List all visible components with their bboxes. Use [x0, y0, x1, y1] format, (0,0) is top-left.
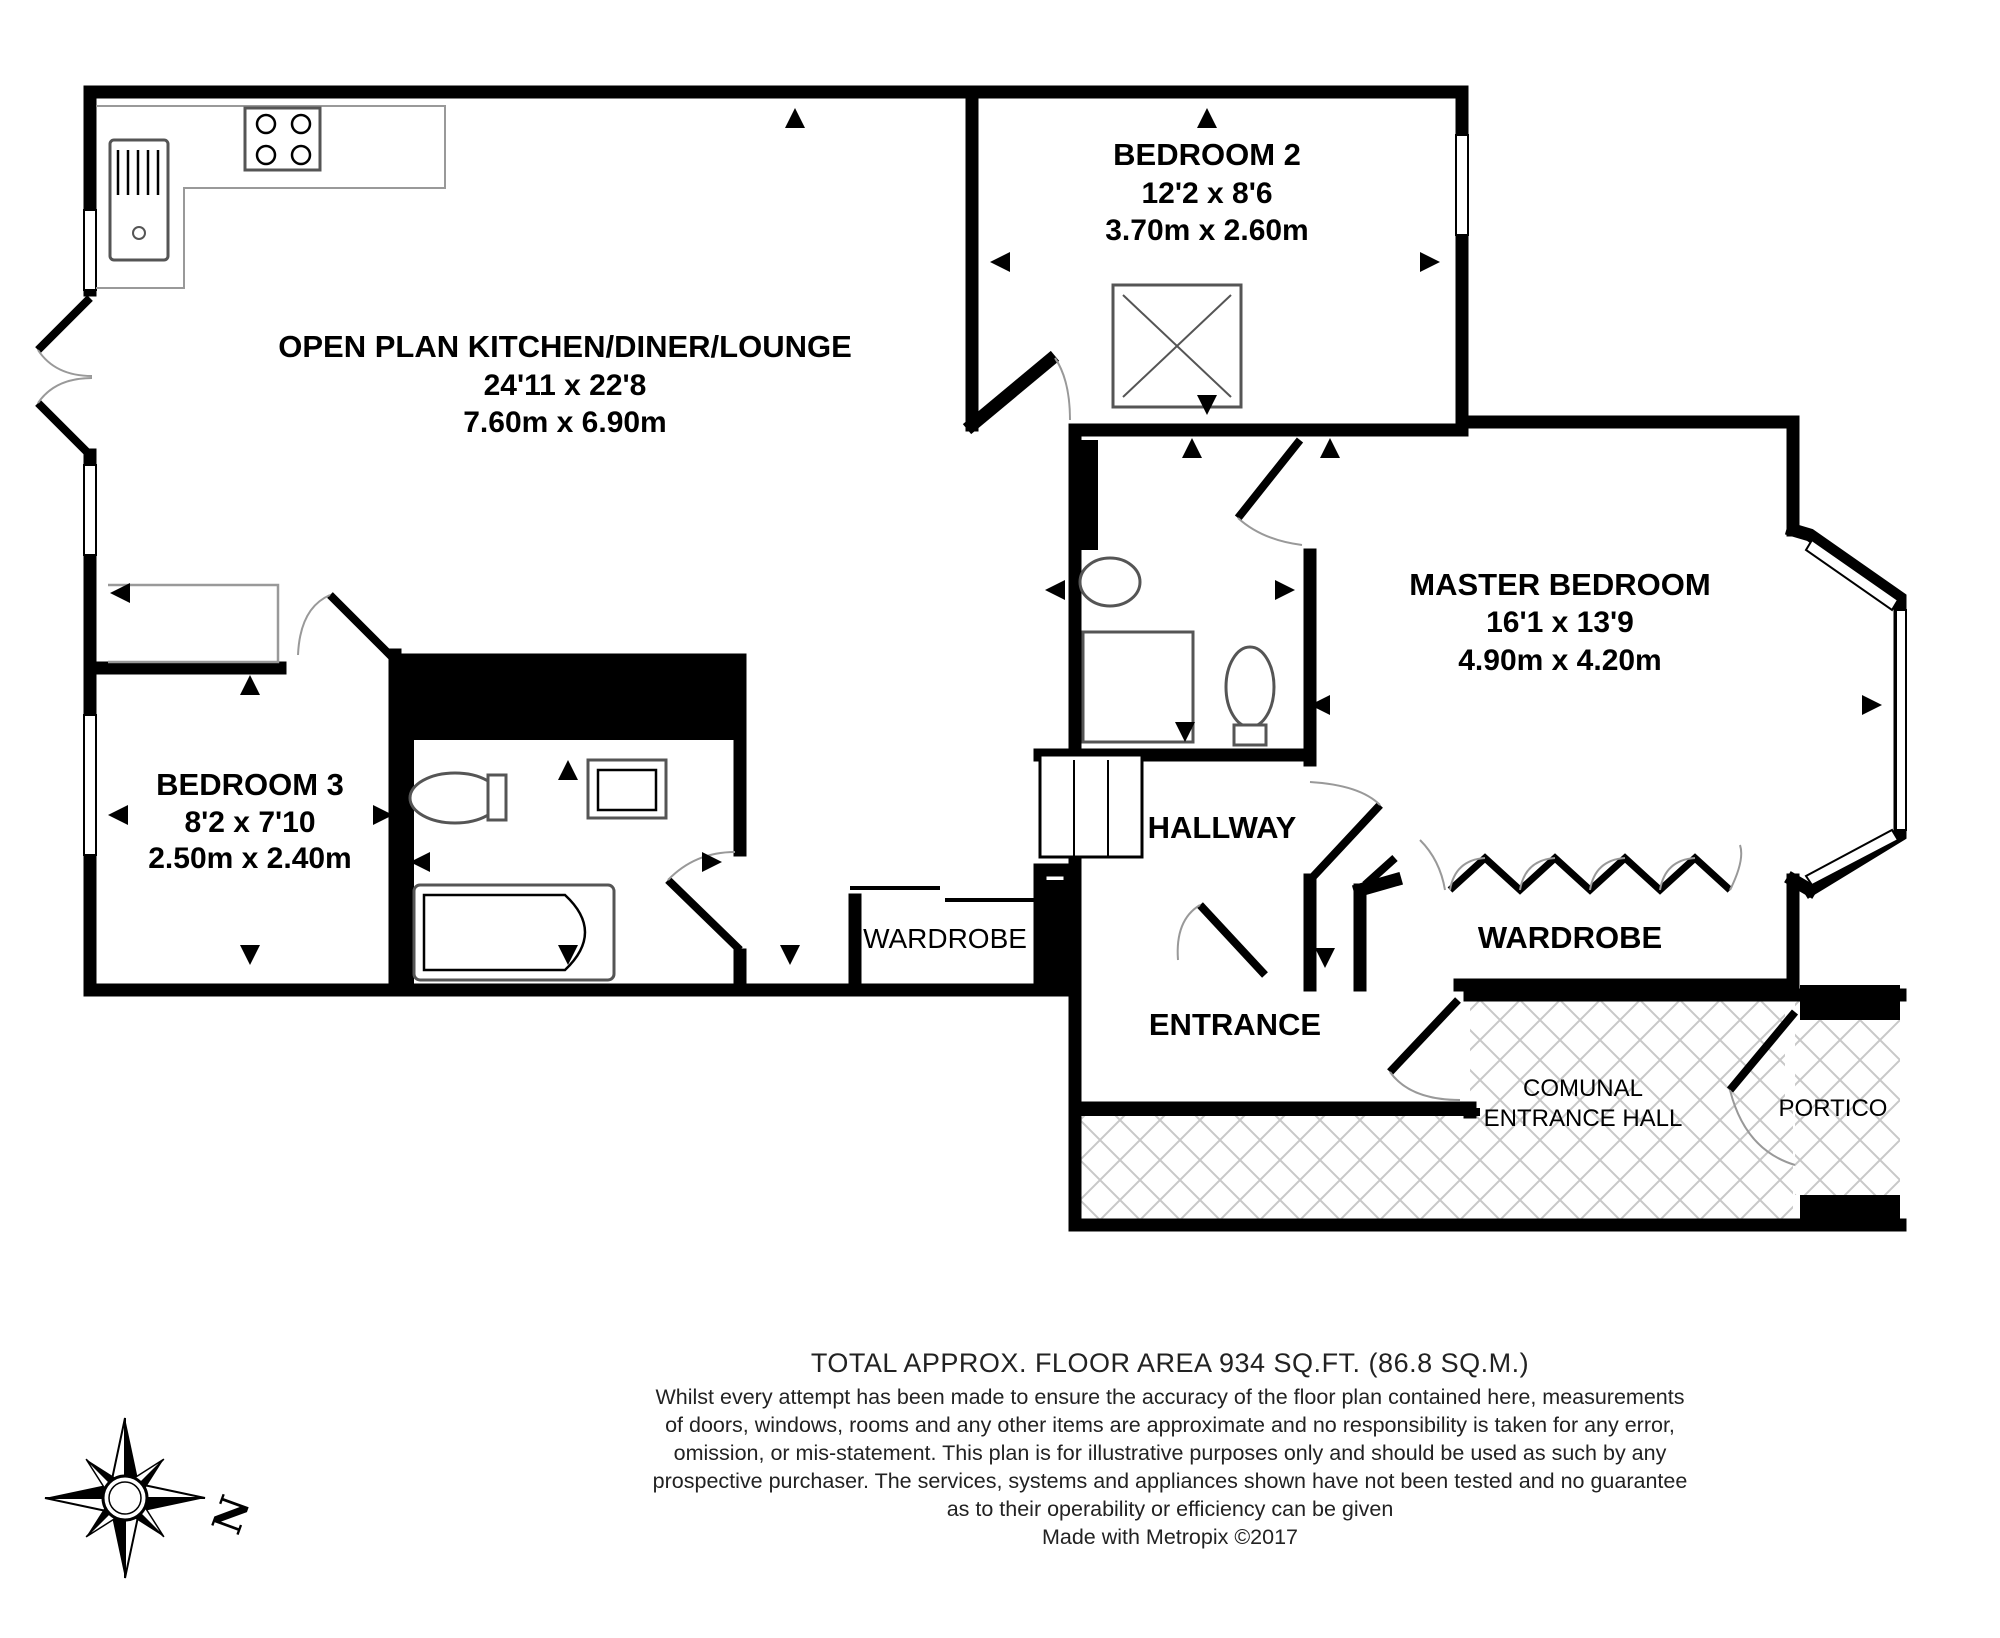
measurement-arrow-icon — [990, 252, 1010, 272]
bedroom3-imperial: 8'2 x 7'10 — [184, 806, 316, 839]
compass-north-letter: N — [203, 1489, 260, 1541]
measurement-arrow-icon — [108, 805, 128, 825]
cupboard-outline — [108, 585, 278, 662]
measurement-arrow-icon — [558, 760, 578, 780]
measurement-arrow-icon — [780, 945, 800, 965]
skylight — [1113, 285, 1241, 407]
entrance-label: ENTRANCE — [1148, 1007, 1322, 1042]
bedroom2-imperial: 12'2 x 8'6 — [1141, 177, 1273, 210]
measurement-arrow-icon — [1275, 580, 1295, 600]
room-label-master — [1409, 567, 1710, 677]
measurement-arrow-icon — [1320, 438, 1340, 458]
lounge-imperial: 24'11 x 22'8 — [483, 369, 647, 402]
portico-label: PORTICO — [1778, 1095, 1888, 1122]
communal-label-line1: COMUNAL — [1522, 1075, 1644, 1102]
master-metric: 4.90m x 4.20m — [1458, 644, 1662, 677]
bedroom2-name: BEDROOM 2 — [1113, 137, 1301, 172]
made-with-credit: Made with Metropix ©2017 — [1041, 1525, 1299, 1549]
stairs — [1040, 755, 1142, 857]
wardrobe-small-label: WARDROBE — [863, 923, 1027, 954]
lounge-name: OPEN PLAN KITCHEN/DINER/LOUNGE — [278, 329, 852, 364]
small-wardrobe-frame — [850, 888, 1038, 900]
room-label-bedroom2 — [1105, 137, 1308, 247]
master-imperial: 16'1 x 13'9 — [1486, 606, 1634, 639]
disclaimer-text: Whilst every attempt has been made to ensure the accuracy of the floor plan contained here, measurements of doors, windows, rooms and any other items are approximate and no responsibility is taken for any error, omission, or mis-statement. This plan is for illustrative purposes only and should be used as such by any prospective purchaser. The services, systems and appliances shown have not been tested and no guarantee as to their operability or efficiency can be given — [652, 1385, 1688, 1521]
bedroom2-metric: 3.70m x 2.60m — [1105, 214, 1309, 247]
french-doors — [38, 298, 92, 455]
compass-rose-icon — [45, 1418, 205, 1578]
room-label-lounge — [278, 329, 852, 439]
measurement-arrows — [108, 108, 1882, 968]
master-name: MASTER BEDROOM — [1409, 567, 1711, 602]
bedroom3-name: BEDROOM 3 — [156, 767, 344, 802]
measurement-arrow-icon — [1197, 108, 1217, 128]
room-label-bedroom3 — [148, 767, 351, 875]
measurement-arrow-icon — [1045, 580, 1065, 600]
bedroom3-metric: 2.50m x 2.40m — [148, 842, 352, 875]
footer — [500, 1348, 1840, 1551]
bay-window — [1793, 530, 1906, 890]
measurement-arrow-icon — [1182, 438, 1202, 458]
measurement-arrow-icon — [1197, 395, 1217, 415]
bathroom-fixtures — [410, 558, 1274, 980]
measurement-arrow-icon — [1420, 252, 1440, 272]
kitchen-worktop — [96, 106, 445, 288]
measurement-arrow-icon — [240, 675, 260, 695]
communal-label-line2: ENTRANCE HALL — [1483, 1105, 1683, 1132]
measurement-arrow-icon — [785, 108, 805, 128]
lounge-metric: 7.60m x 6.90m — [463, 406, 667, 439]
measurement-arrow-icon — [1862, 695, 1882, 715]
measurement-arrow-icon — [1315, 948, 1335, 968]
hallway-label: HALLWAY — [1147, 810, 1297, 845]
wardrobe-master-label: WARDROBE — [1477, 920, 1663, 955]
total-floor-area: TOTAL APPROX. FLOOR AREA 934 SQ.FT. (86.8 SQ.M.) — [810, 1348, 1530, 1378]
measurement-arrow-icon — [240, 945, 260, 965]
